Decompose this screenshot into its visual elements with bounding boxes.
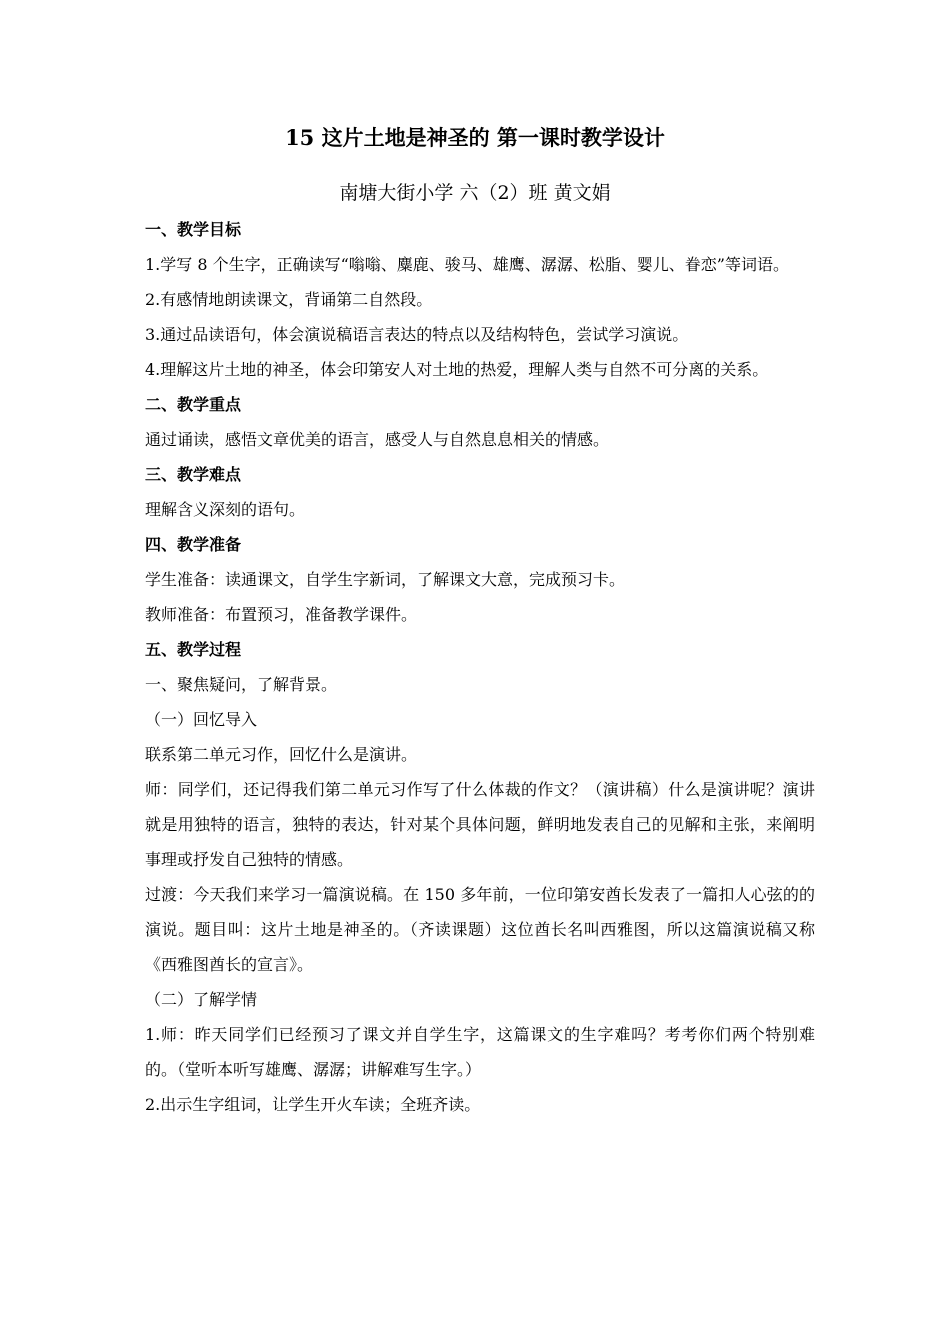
body-paragraph: 1.师：昨天同学们已经预习了课文并自学生字，这篇课文的生字难吗？考考你们两个特别难的。（堂听本听写雄鹰、潺潺；讲解难写生字。）: [145, 1025, 815, 1079]
section-heading: 一、教学目标: [145, 220, 242, 239]
body-paragraph: 1.学写 8 个生字，正确读写“嗡嗡、麋鹿、骏马、雄鹰、潺潺、松脂、婴儿、眷恋”等词语。: [145, 255, 789, 274]
section-heading: 五、教学过程: [145, 640, 242, 659]
body-paragraph: 2.有感情地朗读课文，背诵第二自然段。: [145, 290, 433, 309]
document-subtitle: 南塘大街小学 六（2）班 黄文娟: [339, 182, 611, 204]
body-paragraph: 3.通过品读语句，体会演说稿语言表达的特点以及结构特色，尝试学习演说。: [145, 325, 689, 344]
section-heading: 三、教学难点: [145, 465, 242, 484]
body-paragraph: 教师准备：布置预习，准备教学课件。: [145, 605, 418, 624]
body-paragraph: 学生准备：读通课文，自学生字新词，了解课文大意，完成预习卡。: [145, 570, 626, 589]
body-paragraph: 一、聚焦疑问，了解背景。: [145, 675, 338, 694]
body-paragraph: 过渡：今天我们来学习一篇演说稿。在 150 多年前，一位印第安酋长发表了一篇扣人心弦的的演说。题目叫：这片土地是神圣的。（齐读课题）这位酋长名叫西雅图，所以这篇演说稿又称《西雅图酋长的宣言》。: [145, 885, 815, 974]
section-heading: 二、教学重点: [145, 395, 242, 414]
body-paragraph: 2.出示生字组词，让学生开火车读；全班齐读。: [145, 1095, 481, 1114]
body-paragraph: 通过诵读，感悟文章优美的语言，感受人与自然息息相关的情感。: [145, 430, 610, 449]
section-heading: 四、教学准备: [145, 535, 242, 554]
body-paragraph: 联系第二单元习作，回忆什么是演讲。: [145, 745, 418, 764]
document-body: [145, 212, 815, 1122]
body-paragraph: 师：同学们，还记得我们第二单元习作写了什么体裁的作文？（演讲稿）什么是演讲呢？演讲就是用独特的语言，独特的表达，针对某个具体问题，鲜明地发表自己的见解和主张，来阐明事理或抒发自己独特的情感。: [145, 780, 815, 869]
body-paragraph: 理解含义深刻的语句。: [145, 500, 306, 519]
body-paragraph: （一）回忆导入: [145, 710, 258, 729]
document-title: 15 这片土地是神圣的 第一课时教学设计: [285, 125, 665, 150]
body-paragraph: （二）了解学情: [145, 990, 258, 1009]
body-paragraph: 4.理解这片土地的神圣，体会印第安人对土地的热爱，理解人类与自然不可分离的关系。: [145, 360, 769, 379]
